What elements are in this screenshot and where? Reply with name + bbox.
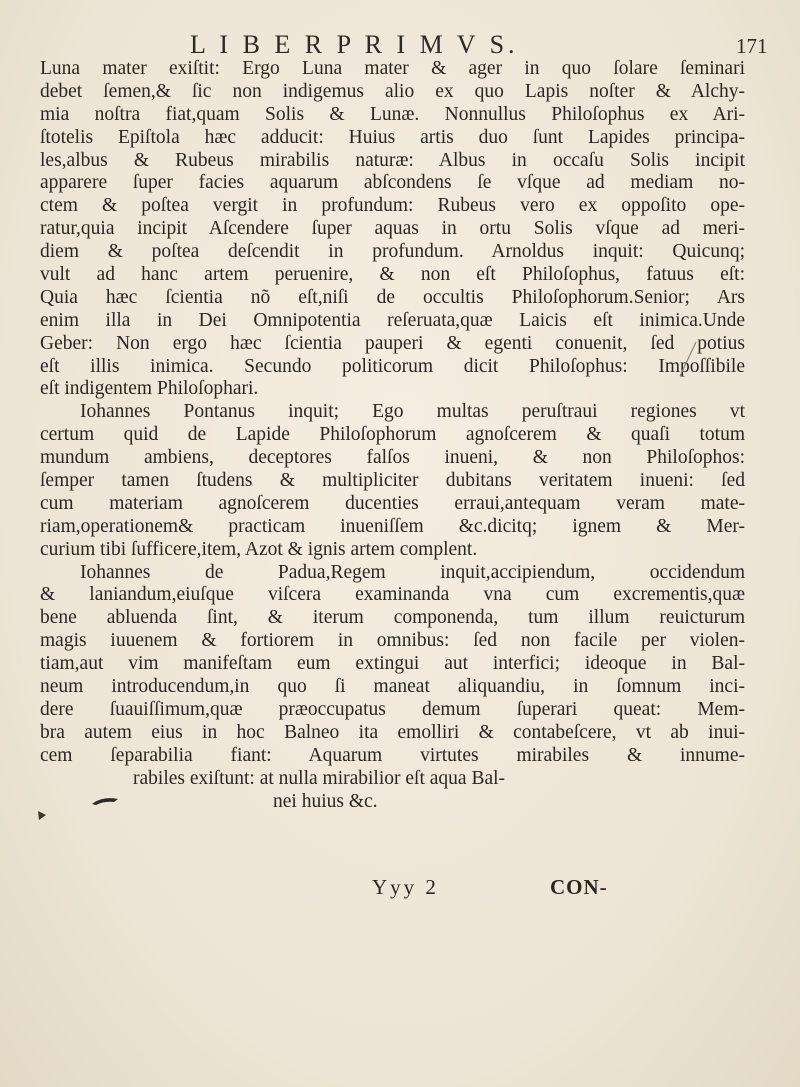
text-line: & laniandum,eiuſque viſcera examinanda vna cum excrementis,quæ (40, 584, 745, 606)
text-line: neum introducendum,in quo ſi maneat aliquandiu, in ſomnum inci- (40, 676, 745, 698)
body-text (40, 58, 745, 813)
text-line: Quia hæc ſcientia nõ eſt,niſi de occultis Philoſophorum.Senior; Ars (40, 286, 745, 308)
text-line: enim illa in Dei Omnipotentia reſeruata,quæ Laicis eſt inimica.Unde (40, 309, 745, 331)
text-line: cem ſeparabilia fiant: Aquarum virtutes mirabiles & innume- (40, 744, 745, 766)
text-line: debet ſemen,& ſic non indigemus alio ex quo Lapis noſter & Alchy- (40, 80, 745, 102)
page-footer (0, 875, 800, 915)
text-line: mundum ambiens, deceptores falſos inueni, & non Philoſophos: (40, 447, 745, 469)
text-line: bra autem eius in hoc Balneo ita emolliri & contabeſcere, vt ab inui- (40, 721, 745, 743)
page-number: 171 (736, 34, 768, 58)
text-line: ratur,quia incipit Aſcendere ſuper aquas in ortu Solis vſque ad meri- (40, 218, 745, 240)
ink-smudge-icon (92, 796, 120, 806)
stray-mark-icon (676, 340, 698, 380)
ink-blot-icon (36, 808, 50, 822)
text-line: magis iuuenem & fortiorem in omnibus: ſed non facile per violen- (40, 630, 745, 652)
text-line: ctem & poſtea vergit in profundum: Rubeus vero ex oppoſito ope- (40, 195, 745, 217)
text-line: tiam,aut vim manifeſtam eum extingui aut interfici; ideoque in Bal- (40, 653, 745, 675)
running-head: L I B E R P R I M V S. (190, 30, 519, 59)
paragraph-start: Iohannes de Padua,Regem inquit,accipiendum, occidendum (80, 561, 745, 583)
text-line: ſemper tamen ſtudens & multipliciter dubitans veritatem inueni: ſed (40, 470, 745, 492)
paragraph-start: Iohannes Pontanus inquit; Ego multas peruſtraui regiones vt (80, 401, 745, 423)
text-line: dere ſuauiſſimum,quæ præoccupatus demum ſuperari queat: Mem- (40, 698, 745, 720)
text-line: les,albus & Rubeus mirabilis naturæ: Albus in occaſu Solis incipit (40, 149, 745, 171)
text-line: rabiles exiſtunt: at nulla mirabilior eſt aqua Bal- (133, 767, 506, 789)
signature-mark: Yyy 2 (372, 875, 439, 899)
text-line: riam,operationem& practicam inueniſſem &c.dicitq; ignem & Mer- (40, 515, 745, 537)
text-line: bene abluenda ſint, & iterum componenda, tum illum reuicturum (40, 607, 745, 629)
text-line: eſt indigentem Philoſophari. (40, 378, 259, 400)
text-line: cum materiam agnoſcerem ducenties erraui,antequam veram mate- (40, 492, 745, 514)
page-header (0, 20, 800, 60)
text-line: eſt illis inimica. Secundo politicorum dicit Philoſophus: Impoſſibile (40, 355, 745, 377)
text-line: curium tibi ſufficere,item, Azot & ignis artem complent. (40, 538, 478, 560)
text-line: certum quid de Lapide Philoſophorum agnoſcerem & quaſi totum (40, 424, 745, 446)
text-line: diem & poſtea deſcendit in profundum. Arnoldus inquit: Quicunq; (40, 241, 745, 263)
text-line: ſtotelis Epiſtola hæc adducit: Huius artis duo ſunt Lapides principa- (40, 126, 745, 148)
text-line: Luna mater exiſtit: Ergo Luna mater & ager in quo ſolare ſeminari (40, 58, 745, 79)
text-line: vult ad hanc artem peruenire, & non eſt Philoſophus, fatuus eſt: (40, 264, 745, 286)
catchword: CON- (550, 875, 608, 899)
text-line: mia noſtra fiat,quam Solis & Lunæ. Nonnullus Philoſophus ex Ari- (40, 103, 745, 125)
text-line: apparere ſuper facies aquarum abſcondens ſe vſque ad mediam no- (40, 172, 745, 194)
text-line: Geber: Non ergo hæc ſcientia pauperi & egenti conuenit, ſed potius (40, 332, 745, 354)
text-line: nei huius &c. (273, 790, 378, 812)
